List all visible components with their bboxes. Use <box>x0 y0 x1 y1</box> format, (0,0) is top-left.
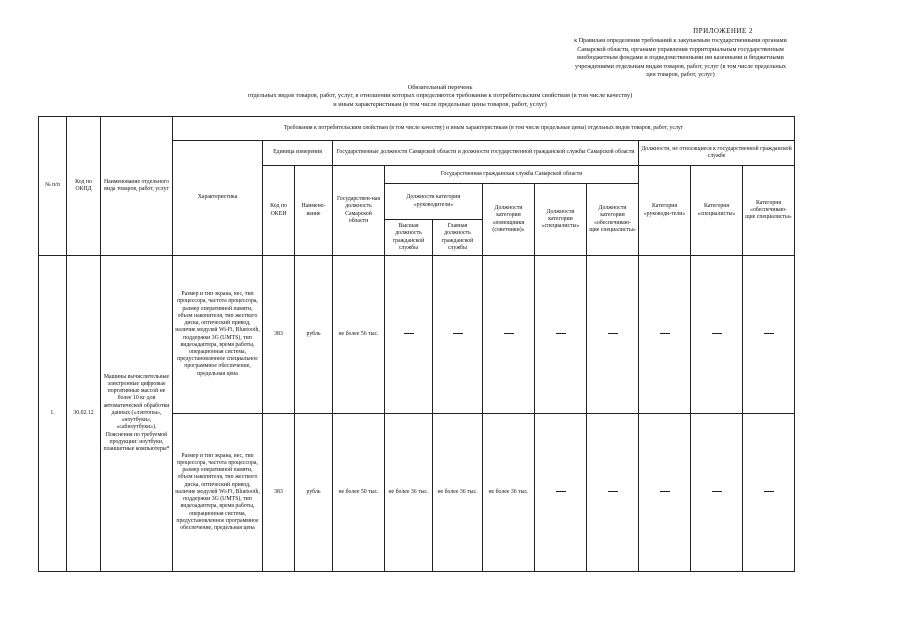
dash <box>556 491 566 492</box>
header-highest: Высшая должность гражданской службы <box>385 220 433 256</box>
dash <box>608 333 618 334</box>
header-cat-leaders: Категория «руководи-тели» <box>639 166 691 256</box>
header-characteristic: Характеристика <box>173 141 263 256</box>
appendix-line: цен товаров, работ, услуг) <box>646 71 715 79</box>
dash-cell <box>433 256 483 414</box>
row-limit2b: не более 36 тыс. <box>385 414 433 572</box>
list-title-line2: отдельных видов товаров, работ, услуг, в отношении которых определяются требования к потребительским свойствам (в том числе качеству) <box>247 92 633 100</box>
dash-cell <box>691 256 743 414</box>
appendix-title: ПРИЛОЖЕНИЕ 2 <box>693 27 753 35</box>
list-title-line1: Обязательный перечень <box>407 84 473 91</box>
dash-cell <box>691 414 743 572</box>
row-char2: Размер и тип экрана, вес, тип процессора, частота процессора, размер оперативной памяти, объем накопителя, тип жесткого диска, оптический привод, наличие модулей Wi-Fi, Bluetooth, поддержки 3G (UMTS), тип видеоадаптера, время работы, операционная система, предустановленное программное обеспечение, предельная цена <box>173 414 263 572</box>
row-okpd: 30.02.12 <box>67 256 101 572</box>
row-limit2a: не более 50 тыс. <box>333 414 385 572</box>
header-cat-providers: Категория «обеспечиваю-щие специалисты» <box>743 166 795 256</box>
dash-cell <box>743 256 795 414</box>
dash-cell <box>535 256 587 414</box>
list-title-line3: и иным характеристикам (в том числе предельные цены товаров, работ, услуг) <box>333 100 547 108</box>
header-okpd: Код по ОКПД <box>67 117 101 256</box>
dash <box>764 491 774 492</box>
dash-cell <box>483 256 535 414</box>
header-helpers: Должности категории «помощники (советники)» <box>483 184 535 256</box>
dash-cell <box>587 414 639 572</box>
header-main: Главная должность гражданской службы <box>433 220 483 256</box>
header-okei: Код по ОКЕИ <box>263 166 295 256</box>
dash-cell <box>639 414 691 572</box>
header-civil-service: Государственная гражданская служба Самарской области <box>385 166 639 184</box>
row-num: 1. <box>39 256 67 572</box>
dash <box>504 333 514 334</box>
appendix-line: к Правилам определения требований к закупаемым государственными органами <box>574 37 787 45</box>
dash <box>712 333 722 334</box>
row-unit1: рубль <box>295 256 333 414</box>
header-cat-specialists: Категория «специалисты» <box>691 166 743 256</box>
header-gov-post: Государствен-ная должность Самарской области <box>333 166 385 256</box>
list-title <box>180 84 700 109</box>
dash <box>764 333 774 334</box>
row-okei1: 383 <box>263 256 295 414</box>
appendix-header <box>548 27 813 79</box>
header-providers: Должности категории «обеспечиваю-щие специалисты» <box>587 184 639 256</box>
dash <box>660 491 670 492</box>
dash <box>404 333 414 334</box>
dash-cell <box>535 414 587 572</box>
header-name: Наименование отдельного вида товаров, работ, услуг <box>101 117 173 256</box>
row-limit2d: не более 36 тыс. <box>483 414 535 572</box>
header-leaders-cat: Должности категории «руководители» <box>385 184 483 220</box>
row-char1: Размер и тип экрана, вес, тип процессора, частота процессора, размер оперативной памяти, объем накопителя, тип жесткого диска, оптический привод, наличие модулей Wi-Fi, Bluetooth, поддержки 3G (UMTS), тип видеоадаптера, время работы, операционная система, предустановленное специальное программное обеспечение, предельная цена <box>173 256 263 414</box>
appendix-line: внебюджетным фондами и подведомственными им казенными и бюджетными <box>577 54 784 62</box>
dash <box>556 333 566 334</box>
header-gov-positions: Государственные должности Самарской области и должности государственной гражданской службы Самарской области <box>333 141 639 166</box>
header-unit: Единица измерения <box>263 141 333 166</box>
dash-cell <box>639 256 691 414</box>
dash <box>453 333 463 334</box>
dash <box>712 491 722 492</box>
appendix-line: Самарской области, органами управления территориальным государственным <box>577 45 784 53</box>
header-specialists: Должности категории «специалисты» <box>535 184 587 256</box>
row-limit1: не более 56 тыс. <box>333 256 385 414</box>
row-okei2: 383 <box>263 414 295 572</box>
header-unit-name: Наимено-вание <box>295 166 333 256</box>
dash-cell <box>587 256 639 414</box>
header-num: № п/п <box>39 117 67 256</box>
dash-cell <box>743 414 795 572</box>
requirements-table <box>38 116 795 572</box>
appendix-line: учреждениями отдельным видам товаров, работ, услуг (в том числе предельных <box>575 62 786 70</box>
row-limit2c: не более 36 тыс. <box>433 414 483 572</box>
header-requirements: Требования к потребительским свойствам (в том числе качеству) и иным характеристикам (в том числе предельные цены) отдельных видов товаров, работ, услуг <box>173 117 795 141</box>
header-non-gov: Должности, не относящиеся к государственной гражданской службе <box>639 141 795 166</box>
dash <box>608 491 618 492</box>
row-unit2: рубль <box>295 414 333 572</box>
dash-cell <box>385 256 433 414</box>
row-name: Машины вычислительные электронные цифровые портативные массой не более 10 кг для автоматической обработки данных («лэптопы», «ноутбуки», «сабноутбуки»). Пояснения по требуемой продукции: ноутбуки, планшетные компьютеры* <box>101 256 173 572</box>
dash <box>660 333 670 334</box>
